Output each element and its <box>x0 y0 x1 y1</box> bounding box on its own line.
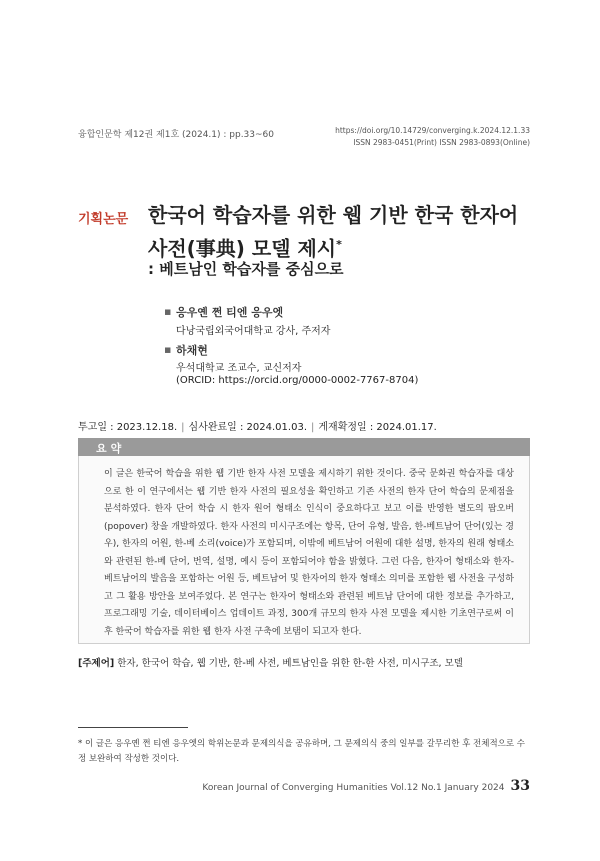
abstract-label: 요약 <box>96 442 126 455</box>
author-2-bullet: ▪ <box>164 343 172 356</box>
page-number: 33 <box>510 778 530 794</box>
abstract-text: 이 글은 한국어 학습을 위한 웹 기반 한자 사전 모델을 제시하기 위한 것이다. 중국 문화권 학습자를 대상으로 한 이 연구에서는 웹 기반 한자 사전의 필요성을 확인하고 기존 사전의 한자 단어 학습의 문제점을 분석하였다. 한자 단어 학습 시 한자 원어 형태소 인식이 중요하다고 보고 이를 반영한 별도의 팝오버(popover) 창을 개발하였다. 한자 사전의 미시구조에는 항목, 단어 유형, 발음, 한-베트남어 단어(있는 경우), 한자의 어원, 한-베 소리(voice)가 포함되며, 이밖에 베트남어 어원에 대한 설명, 한자의 원래 형태소와 관련된 한-베 단어, 번역, 설명, 예시 등이 포함되어야 함을 밝혔다. 그런 다음, 한자어 형태소와 한자-베트남어의 발음을 포함하는 어원 등, 베트남어 및 한자어의 한자 형태소 의미를 포함한 웹 사전을 구성하고 그 활용 방안을 보여주었다. 본 연구는 한자어 형태소와 관련된 베트남 단어에 대한 정보를 추가하고, 프로그래밍 기술, 데이터베이스 업데이트 과정, 300개 규모의 한자 사전 모델을 제시한 기초연구로써 이후 한국어 학습자를 위한 웹 한자 사전 구축에 보탬이 되고자 한다. <box>104 469 514 637</box>
article-title <box>148 200 548 264</box>
accepted-date: 게재확정일 : 2024.01.17. <box>318 422 437 433</box>
author-1-affiliation: 다낭국립외국어대학교 강사, 주저자 <box>176 326 331 337</box>
doi-issn-block <box>335 125 530 149</box>
doi-link[interactable]: https://doi.org/10.14729/converging.k.2024.12.1.33 <box>335 126 530 135</box>
author-2-affiliation: 우석대학교 조교수, 교신저자 <box>176 363 302 374</box>
abstract-header <box>78 438 530 456</box>
date-separator: | <box>181 422 185 433</box>
keywords-label: [주제어] <box>78 658 115 669</box>
author-1-bullet: ▪ <box>164 305 172 318</box>
footnote-divider <box>78 727 188 728</box>
footnote: * 이 글은 응우옌 쩐 티엔 응우엣의 학위논문과 문제의식을 공유하며, 그 문제의식 중의 일부를 갈무리한 후 전체적으로 수정 보완하여 작성한 것이다. <box>78 739 526 764</box>
keywords <box>78 655 463 669</box>
author-2-orcid[interactable]: (ORCID: https://orcid.org/0000-0002-7767-8704) <box>176 375 419 386</box>
title-line-2-text: 사전(事典) 모델 제시 <box>148 236 337 261</box>
keywords-text: 한자, 한국어 학습, 웹 기반, 한-베 사전, 베트남인을 위한 한-한 사전, 미시구조, 모델 <box>117 658 463 669</box>
received-date: 투고일 : 2023.12.18. <box>78 422 178 433</box>
author-2-name: 하채현 <box>176 344 208 357</box>
footer-journal: Korean Journal of Converging Humanities Vol.12 No.1 January 2024 <box>202 783 505 793</box>
journal-info: 융합인문학 제12권 제1호 (2024.1) : pp.33~60 <box>78 130 275 140</box>
page-footer <box>202 778 530 794</box>
issn-text: ISSN 2983-0451(Print) ISSN 2983-0893(Online) <box>353 138 530 147</box>
author-1-name: 응우옌 쩐 티엔 응우엣 <box>176 306 284 319</box>
reviewed-date: 심사완료일 : 2024.01.03. <box>188 422 307 433</box>
article-category: 기획논문 <box>78 212 129 227</box>
title-line-1: 한국어 학습자를 위한 웹 기반 한국 한자어 <box>148 203 519 227</box>
footnote-mark[interactable]: * <box>336 238 342 251</box>
date-separator: | <box>311 422 315 433</box>
article-subtitle: : 베트남인 학습자를 중심으로 <box>148 260 344 278</box>
publication-dates <box>78 418 437 433</box>
